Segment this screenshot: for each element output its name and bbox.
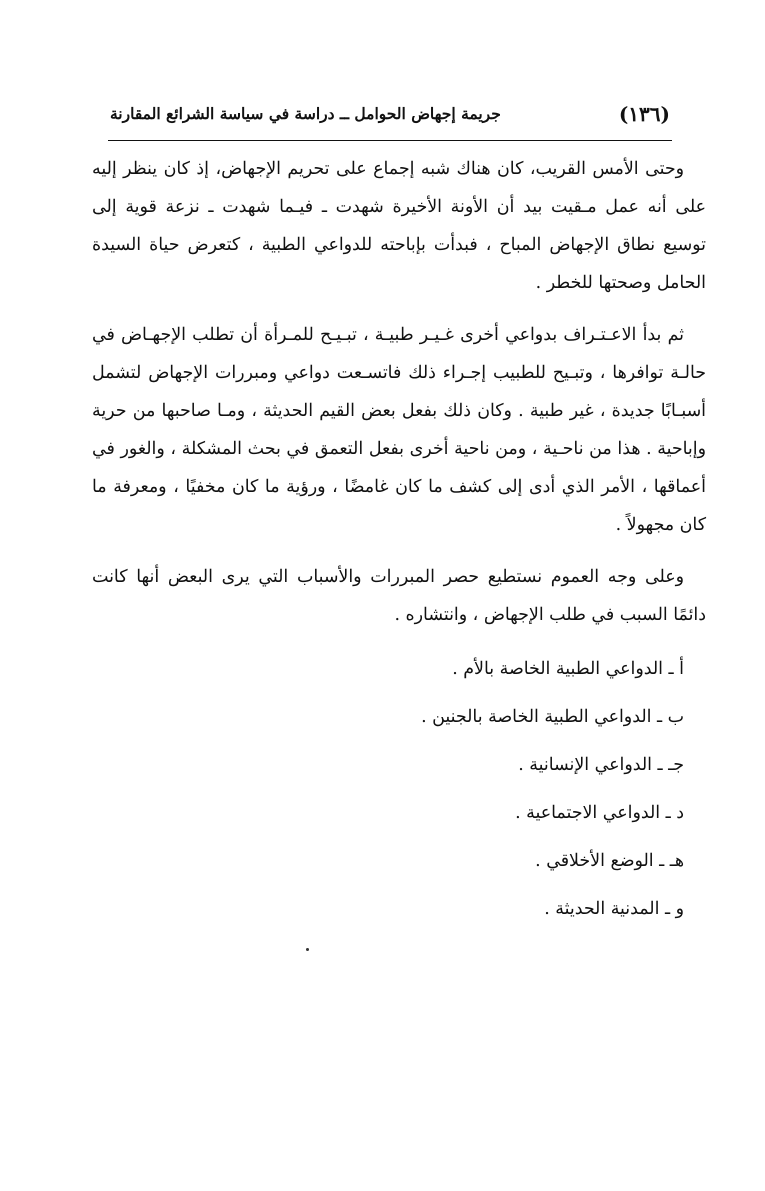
list-item: هـ ـ الوضع الأخلاقي . bbox=[535, 851, 684, 871]
list-item: د ـ الدواعي الاجتماعية . bbox=[515, 803, 684, 823]
body-text bbox=[92, 150, 706, 933]
list-item: و ـ المدنية الحديثة . bbox=[544, 899, 684, 919]
paragraph-3: وعلى وجه العموم نستطيع حصر المبررات والأسباب التي يرى البعض أنها كانت دائمًا السبب في طلب الإجهاض ، وانتشاره . bbox=[92, 567, 706, 625]
reasons-list bbox=[92, 645, 706, 933]
running-title: جريمة إجهاض الحوامل ــ دراسة في سياسة الشرائع المقارنة bbox=[110, 104, 501, 123]
stray-dot bbox=[306, 948, 309, 951]
list-item: ب ـ الدواعي الطبية الخاصة بالجنين . bbox=[421, 707, 684, 727]
paragraph-1: وحتى الأمس القريب، كان هناك شبه إجماع على تحريم الإجهاض، إذ كان ينظر إليه على أنه عمل مـقيت بيد أن الأونة الأخيرة شهدت ـ فيـما شهدت ـ نزعة قوية إلى توسيع نطاق الإجهاض المباح ، فبدأت بإباحته للدواعي الطبية ، كتعرض حياة السيدة الحامل وصحتها للخطر . bbox=[92, 159, 706, 293]
list-item: جـ ـ الدواعي الإنسانية . bbox=[518, 755, 684, 775]
header-divider bbox=[108, 140, 672, 141]
list-item: أ ـ الدواعي الطبية الخاصة بالأم . bbox=[452, 659, 684, 679]
page-header bbox=[110, 100, 670, 134]
paragraph-2: ثم بدأ الاعـتـراف بدواعي أخرى غـيـر طبيـة ، تبـيـح للمـرأة أن تطلب الإجهـاض في حالـة توافرها ، وتبـيح للطبيب إجـراء ذلك فاتسـعت دواعي ومبررات الإجهاض لتشمل أسبـابًا جديدة ، غير طبية . وكان ذلك بفعل بعض القيم الحديثة ، ومـا صاحبها من حرية وإباحية . هذا من ناحـية ، ومن ناحية أخرى بفعل التعمق في بحث المشكلة ، والغور في أعماقها ، الأمر الذي أدى إلى كشف ما كان غامضًا ، ورؤية ما كان مخفيًا ، ومعرفة ما كان مجهولاً . bbox=[92, 325, 706, 535]
page-number: (١٣٦) bbox=[618, 102, 670, 126]
